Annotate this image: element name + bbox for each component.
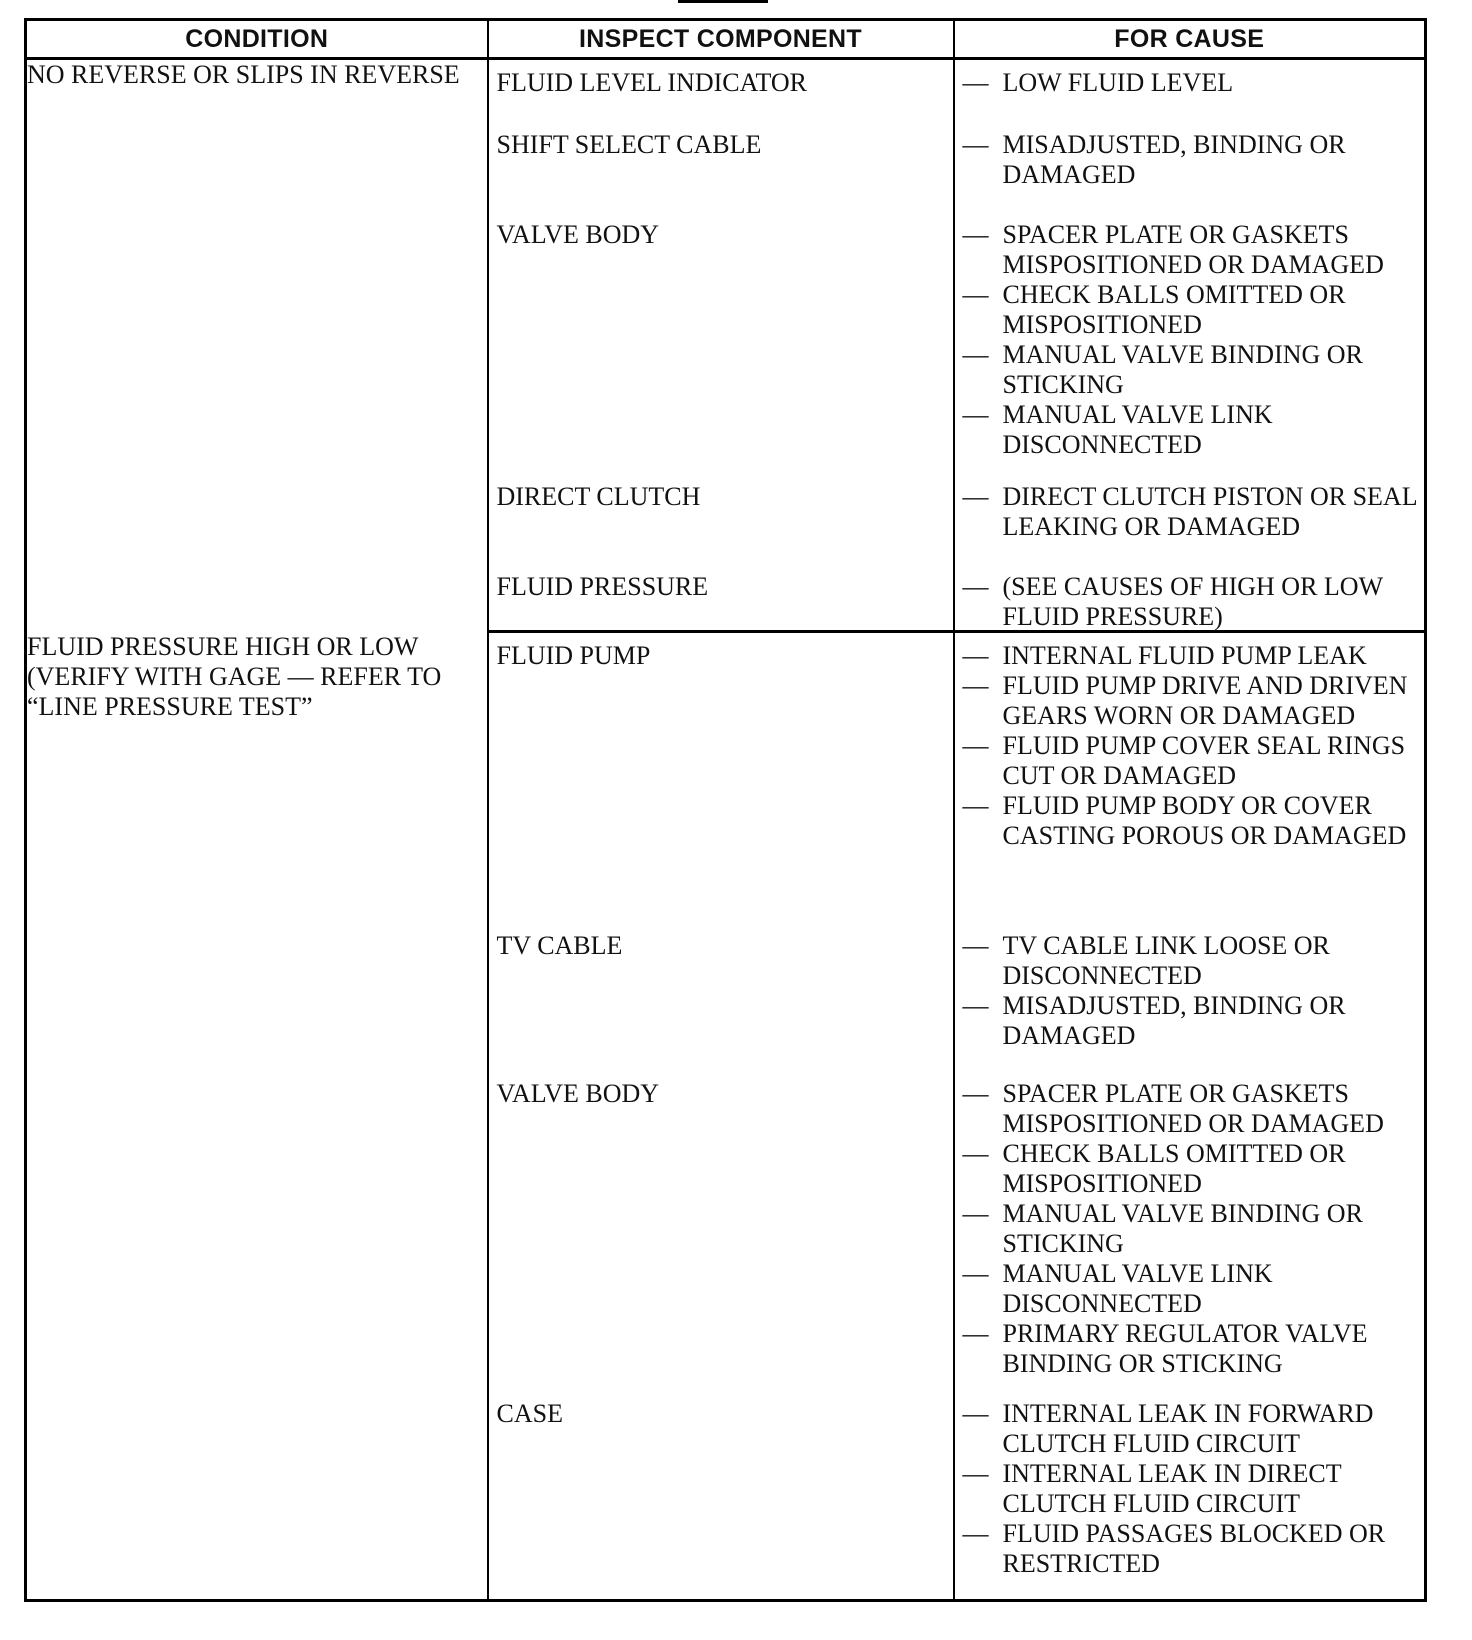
dash-bullet: — xyxy=(962,340,989,369)
cause-text: MANUAL VALVE LINK DISCONNECTED xyxy=(1002,1259,1273,1318)
header-condition: CONDITION xyxy=(26,20,488,59)
cause-text: FLUID PUMP DRIVE AND DRIVEN GEARS WORN OR DAMAGED xyxy=(1002,671,1408,730)
cause-item xyxy=(963,1399,1419,1459)
cause-text: FLUID PASSAGES BLOCKED OR RESTRICTED xyxy=(1002,1519,1386,1578)
component-cell xyxy=(488,1075,954,1395)
cause-cell xyxy=(954,568,1426,632)
header-row xyxy=(26,20,1426,59)
cause-item xyxy=(963,280,1419,340)
cause-item xyxy=(963,1139,1419,1199)
dash-bullet: — xyxy=(962,791,989,820)
component-label: FLUID PRESSURE xyxy=(496,572,709,601)
condition-cell: NO REVERSE OR SLIPS IN REVERSE xyxy=(26,59,488,632)
component-cell xyxy=(488,1395,954,1601)
table-row xyxy=(26,632,1426,928)
component-label: TV CABLE xyxy=(496,931,623,960)
cause-text: CHECK BALLS OMITTED OR MISPOSITIONED xyxy=(1002,280,1346,339)
dash-bullet: — xyxy=(962,280,989,309)
condition-cell: FLUID PRESSURE HIGH OR LOW (VERIFY WITH GAGE — REFER TO “LINE PRESSURE TEST” xyxy=(26,632,488,1601)
cause-cell xyxy=(954,216,1426,478)
dash-bullet: — xyxy=(962,1139,989,1168)
cause-cell xyxy=(954,632,1426,928)
component-label: VALVE BODY xyxy=(496,1079,660,1108)
dash-bullet: — xyxy=(962,931,989,960)
cause-text: SPACER PLATE OR GASKETS MISPOSITIONED OR DAMAGED xyxy=(1002,220,1384,279)
dash-bullet: — xyxy=(962,1199,989,1228)
cause-text: FLUID PUMP COVER SEAL RINGS CUT OR DAMAGED xyxy=(1002,731,1406,790)
cause-cell xyxy=(954,126,1426,216)
cause-item xyxy=(963,1319,1419,1379)
dash-bullet: — xyxy=(962,400,989,429)
cause-text: MISADJUSTED, BINDING OR DAMAGED xyxy=(1002,130,1346,189)
cause-text: TV CABLE LINK LOOSE OR DISCONNECTED xyxy=(1002,931,1330,990)
cause-cell xyxy=(954,478,1426,568)
cause-item xyxy=(963,791,1419,851)
component-cell xyxy=(488,568,954,632)
dash-bullet: — xyxy=(962,641,989,670)
cause-text: INTERNAL FLUID PUMP LEAK xyxy=(1002,641,1367,670)
component-label: FLUID LEVEL INDICATOR xyxy=(496,68,808,97)
cause-text: DIRECT CLUTCH PISTON OR SEAL LEAKING OR DAMAGED xyxy=(1002,482,1417,541)
cause-item xyxy=(963,671,1419,731)
cause-item xyxy=(963,130,1419,190)
component-cell xyxy=(488,632,954,928)
cause-text: FLUID PUMP BODY OR COVER CASTING POROUS OR DAMAGED xyxy=(1002,791,1407,850)
cause-text: MANUAL VALVE BINDING OR STICKING xyxy=(1002,340,1363,399)
cause-text: INTERNAL LEAK IN DIRECT CLUTCH FLUID CIRCUIT xyxy=(1002,1459,1342,1518)
cause-item xyxy=(963,482,1419,542)
dash-bullet: — xyxy=(962,1319,989,1348)
dash-bullet: — xyxy=(962,991,989,1020)
dash-bullet: — xyxy=(962,1459,989,1488)
dash-bullet: — xyxy=(962,1259,989,1288)
dash-bullet: — xyxy=(962,671,989,700)
component-cell xyxy=(488,59,954,127)
cause-item xyxy=(963,572,1419,632)
cause-item xyxy=(963,1199,1419,1259)
dash-bullet: — xyxy=(962,130,989,159)
cause-cell xyxy=(954,59,1426,127)
diagnosis-table xyxy=(24,18,1427,1602)
dash-bullet: — xyxy=(962,1079,989,1108)
dash-bullet: — xyxy=(962,1519,989,1548)
cause-item xyxy=(963,731,1419,791)
cause-cell xyxy=(954,1395,1426,1601)
dash-bullet: — xyxy=(962,731,989,760)
dash-bullet: — xyxy=(962,68,989,97)
component-label: CASE xyxy=(496,1399,563,1428)
top-rule xyxy=(678,0,768,3)
component-cell xyxy=(488,126,954,216)
cause-item xyxy=(963,1259,1419,1319)
cause-text: LOW FLUID LEVEL xyxy=(1002,68,1234,97)
cause-item xyxy=(963,340,1419,400)
cause-item xyxy=(963,1459,1419,1519)
cause-item xyxy=(963,1519,1419,1579)
cause-text: (SEE CAUSES OF HIGH OR LOW FLUID PRESSURE) xyxy=(1002,572,1383,631)
dash-bullet: — xyxy=(962,572,989,601)
cause-item xyxy=(963,400,1419,460)
table-row xyxy=(26,59,1426,127)
header-for-cause: FOR CAUSE xyxy=(954,20,1426,59)
cause-item xyxy=(963,931,1419,991)
cause-text: INTERNAL LEAK IN FORWARD CLUTCH FLUID CIRCUIT xyxy=(1002,1399,1374,1458)
component-cell xyxy=(488,478,954,568)
component-label: SHIFT SELECT CABLE xyxy=(496,130,762,159)
dash-bullet: — xyxy=(962,1399,989,1428)
cause-cell xyxy=(954,927,1426,1075)
cause-text: CHECK BALLS OMITTED OR MISPOSITIONED xyxy=(1002,1139,1346,1198)
cause-text: SPACER PLATE OR GASKETS MISPOSITIONED OR DAMAGED xyxy=(1002,1079,1384,1138)
cause-text: PRIMARY REGULATOR VALVE BINDING OR STICKING xyxy=(1002,1319,1368,1378)
cause-item xyxy=(963,991,1419,1051)
cause-text: MANUAL VALVE BINDING OR STICKING xyxy=(1002,1199,1363,1258)
cause-item xyxy=(963,220,1419,280)
component-label: DIRECT CLUTCH xyxy=(496,482,701,511)
component-label: FLUID PUMP xyxy=(496,641,651,670)
component-cell xyxy=(488,216,954,478)
cause-item xyxy=(963,1079,1419,1139)
component-label: VALVE BODY xyxy=(496,220,660,249)
cause-item xyxy=(963,68,1419,98)
dash-bullet: — xyxy=(962,482,989,511)
component-cell xyxy=(488,927,954,1075)
cause-text: MANUAL VALVE LINK DISCONNECTED xyxy=(1002,400,1273,459)
cause-cell xyxy=(954,1075,1426,1395)
cause-text: MISADJUSTED, BINDING OR DAMAGED xyxy=(1002,991,1346,1050)
header-inspect-component: INSPECT COMPONENT xyxy=(488,20,954,59)
dash-bullet: — xyxy=(962,220,989,249)
cause-item xyxy=(963,641,1419,671)
